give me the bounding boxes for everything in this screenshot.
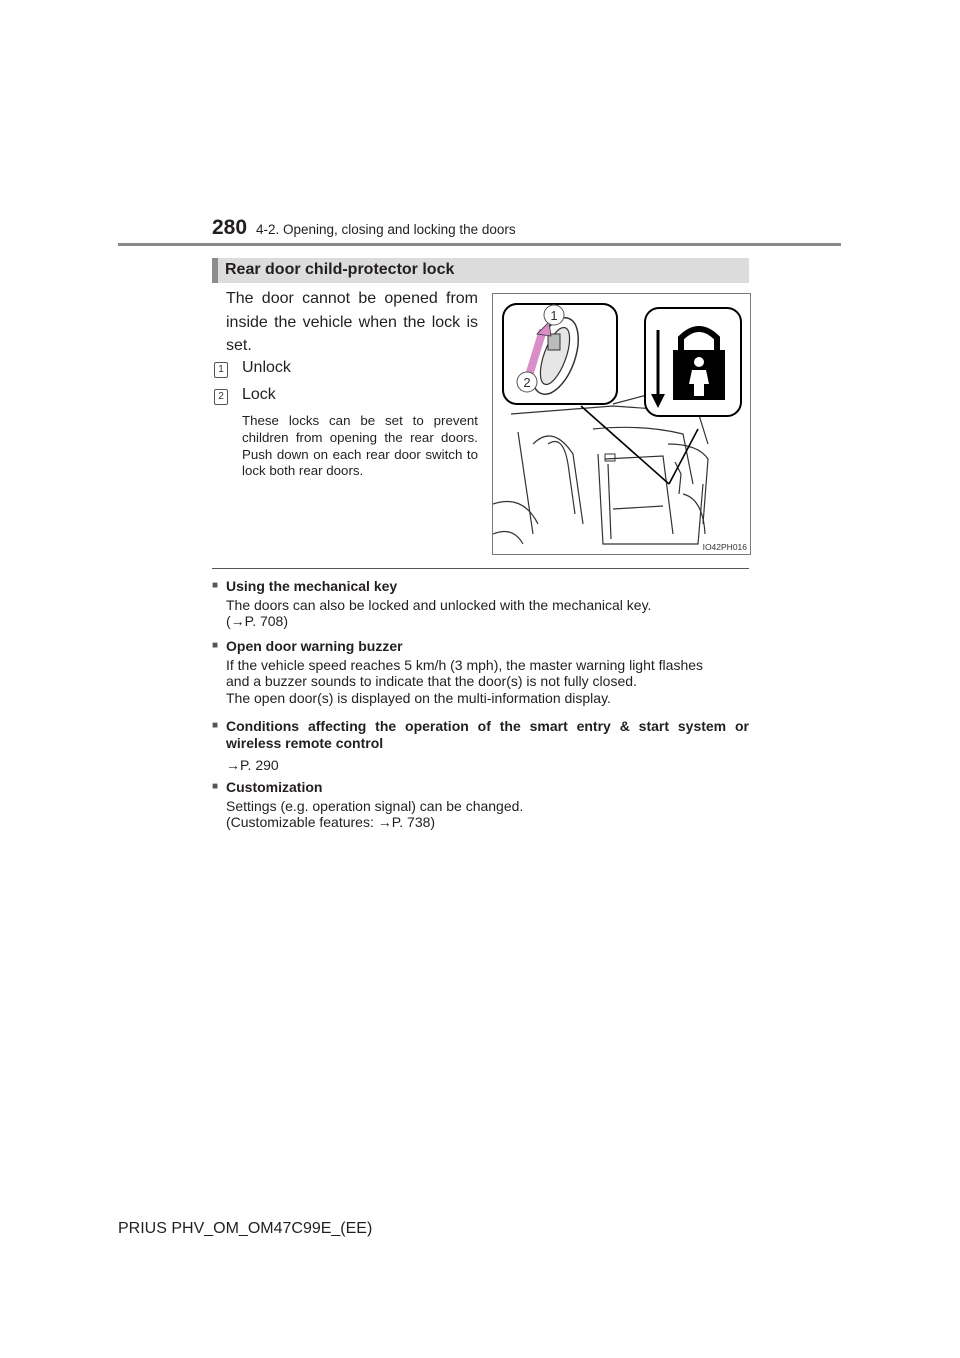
info-line: If the vehicle speed reaches 5 km/h (3 mph), the master warning light flashes <box>226 656 704 673</box>
step-label: Unlock <box>242 359 291 376</box>
section-heading-bar <box>212 258 749 283</box>
info-text <box>212 798 749 831</box>
info-line: →P. 290 <box>226 757 279 773</box>
info-heading: ■ Using the mechanical key <box>212 578 749 595</box>
header-rule <box>118 243 841 246</box>
info-heading: ■ Customization <box>212 779 749 796</box>
page-number: 280 <box>212 216 248 239</box>
info-item <box>212 779 749 831</box>
callout-1: 1 <box>550 308 558 323</box>
info-text <box>212 597 749 630</box>
info-heading <box>212 718 749 751</box>
door-handle <box>605 454 615 461</box>
info-item <box>212 638 749 706</box>
footer-doc-code: PRIUS PHV_OM_OM47C99E_(EE) <box>118 1220 373 1237</box>
info-line: (Customizable features: →P. 738) <box>226 814 436 830</box>
info-line: The doors can also be locked and unlocked with the mechanical key. <box>226 596 652 613</box>
section-accent <box>212 258 218 283</box>
step-label: Lock <box>242 386 276 403</box>
leader-line <box>581 406 669 484</box>
info-item <box>212 718 749 774</box>
info-line: (→P. 708) <box>226 613 288 629</box>
illustration-drawing <box>493 294 750 554</box>
info-heading-line: ■ Conditions affecting the operation of the smart entry & start system or <box>226 718 749 734</box>
info-text <box>212 657 749 707</box>
step-number: 1 <box>214 362 228 378</box>
info-heading: ■ Open door warning buzzer <box>212 638 749 655</box>
info-line: Settings (e.g. operation signal) can be changed. <box>226 797 524 814</box>
info-text <box>212 757 749 774</box>
intro-text: The door cannot be opened from inside the vehicle when the lock is set. <box>226 290 478 354</box>
note-text: These locks can be set to prevent children from opening the rear doors. Push down on each rear door switch to lock both rear doors. <box>242 413 478 479</box>
child-lock-illustration <box>492 293 751 555</box>
info-item <box>212 578 749 630</box>
info-line: and a buzzer sounds to indicate that the door(s) is not fully closed. <box>226 673 637 689</box>
section-title: Rear door child-protector lock <box>225 261 455 278</box>
info-heading-line: wireless remote control <box>226 734 384 751</box>
info-line: The open door(s) is displayed on the multi-information display. <box>226 689 611 706</box>
callout-2: 2 <box>523 375 531 390</box>
chapter-title: 4-2. Opening, closing and locking the doors <box>256 222 516 237</box>
section-divider <box>212 568 749 569</box>
figure-code: IO42PH016 <box>702 542 747 552</box>
child-lock-icon <box>645 308 741 416</box>
lock-switch-icon <box>503 304 617 404</box>
step-number: 2 <box>214 389 228 405</box>
